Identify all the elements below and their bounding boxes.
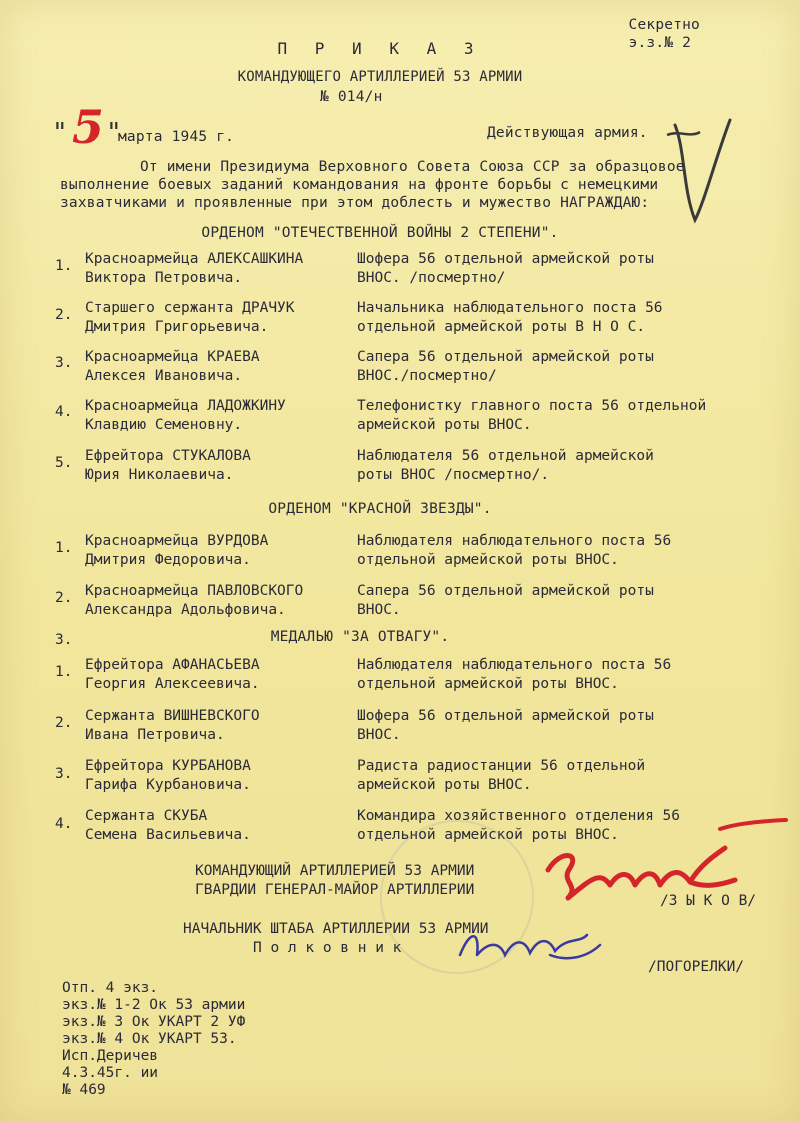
recipient-name xyxy=(85,757,251,795)
recipient-first-patronymic: Ивана Петровича. xyxy=(85,727,225,743)
blue-signature-icon xyxy=(455,925,605,970)
recipient-first-patronymic: Дмитрия Федоровича. xyxy=(85,552,251,568)
recipient-name xyxy=(85,299,295,337)
position-line-2: армейской роты ВНОС. xyxy=(357,417,532,433)
entry-number: 3. xyxy=(55,766,73,782)
entry-number: 2. xyxy=(55,307,73,323)
footer-line: экз.№ 4 Ок УКАРТ 53. xyxy=(62,1031,237,1047)
entry-number: 1. xyxy=(55,540,73,556)
chief-line-1: НАЧАЛЬНИК ШТАБА АРТИЛЛЕРИИ 53 АРМИИ xyxy=(183,921,489,937)
entry-number: 2. xyxy=(55,590,73,606)
recipient-first-patronymic: Гарифа Курбановича. xyxy=(85,777,251,793)
position-line-1: Радиста радиостанции 56 отдельной xyxy=(357,758,646,774)
position-line-2: ВНОС. /посмертно/ xyxy=(357,270,506,286)
position-line-1: Шофера 56 отдельной армейской роты xyxy=(357,708,654,724)
position-line-1: Наблюдателя 56 отдельной армейской xyxy=(357,448,654,464)
chief-name: /ПОГОРЕЛКИ/ xyxy=(648,959,745,975)
recipient-first-patronymic: Юрия Николаевича. xyxy=(85,467,234,483)
section-title-order-red-star: ОРДЕНОМ "КРАСНОЙ ЗВЕЗДЫ". xyxy=(268,501,492,517)
chief-of-staff-title xyxy=(183,920,489,958)
commander-line-1: КОМАНДУЮЩИЙ АРТИЛЛЕРИЕЙ 53 АРМИИ xyxy=(195,863,475,879)
position-line-1: Сапера 56 отдельной армейской роты xyxy=(357,349,654,365)
footer-line: № 469 xyxy=(62,1082,106,1098)
entry-number: 1. xyxy=(55,258,73,274)
distribution-footer xyxy=(62,980,245,1099)
quote-open: " xyxy=(52,118,68,148)
recipient-position xyxy=(357,397,706,435)
position-line-1: Шофера 56 отдельной армейской роты xyxy=(357,251,654,267)
recipient-rank-surname: Красноармейца ЛАДОЖКИНУ xyxy=(85,398,286,414)
entry-number: 3. xyxy=(55,355,73,371)
date-rest: марта 1945 г. xyxy=(118,129,235,145)
footer-line: Исп.Деричев xyxy=(62,1048,159,1064)
recipient-name xyxy=(85,532,268,570)
recipient-rank-surname: Красноармейца ПАВЛОВСКОГО xyxy=(85,583,304,599)
recipient-rank-surname: Красноармейца АЛЕКСАШКИНА xyxy=(85,251,304,267)
recipient-rank-surname: Сержанта СКУБА xyxy=(85,808,208,824)
position-line-1: Телефонистку главного поста 56 отдельной xyxy=(357,398,707,414)
position-line-2: роты ВНОС /посмертно/. xyxy=(357,467,550,483)
quote-close: " xyxy=(106,118,122,148)
recipient-name xyxy=(85,447,251,485)
recipient-name xyxy=(85,656,260,694)
recipient-first-patronymic: Дмитрия Григорьевича. xyxy=(85,319,269,335)
recipient-name xyxy=(85,582,303,620)
recipient-name xyxy=(85,707,260,745)
position-line-2: отдельной армейской роты В Н О С. xyxy=(357,319,646,335)
recipient-position xyxy=(357,656,671,694)
recipient-first-patronymic: Алексея Ивановича. xyxy=(85,368,243,384)
recipient-position xyxy=(357,582,654,620)
recipient-position xyxy=(357,250,654,288)
entry-number: 5. xyxy=(55,455,73,471)
recipient-name xyxy=(85,397,286,435)
position-line-2: ВНОС./посмертно/ xyxy=(357,368,497,384)
document-subtitle: КОМАНДУЮЩЕГО АРТИЛЛЕРИЕЙ 53 АРМИИ xyxy=(237,69,523,85)
recipient-name xyxy=(85,807,251,845)
recipient-position xyxy=(357,707,654,745)
recipient-name xyxy=(85,250,303,288)
entry-number: 4. xyxy=(55,816,73,832)
position-line-1: Начальника наблюдательного поста 56 xyxy=(357,300,663,316)
commander-title xyxy=(195,862,474,900)
recipient-first-patronymic: Виктора Петровича. xyxy=(85,270,243,286)
recipient-position xyxy=(357,447,654,485)
position-line-2: армейской роты ВНОС. xyxy=(357,777,532,793)
preamble-text: От имени Президиума Верховного Совета Союза ССР за образцовое выполнение боевых заданий командования на фронте борьбы с немецкими захватчиками и проявленные при этом доблесть и мужество НАГРАЖДАЮ: xyxy=(60,159,685,211)
position-line-2: ВНОС. xyxy=(357,602,401,618)
position-line-2: отдельной армейской роты ВНОС. xyxy=(357,552,619,568)
entry-number: 2. xyxy=(55,715,73,731)
position-line-1: Командира хозяйственного отделения 56 xyxy=(357,808,681,824)
section-title-medal-for-courage: МЕДАЛЬЮ "ЗА ОТВАГУ". xyxy=(270,629,450,645)
recipient-first-patronymic: Семена Васильевича. xyxy=(85,827,251,843)
commander-name: /З Ы К О В/ xyxy=(660,893,757,909)
location: Действующая армия. xyxy=(487,125,648,141)
red-pencil-mark-icon xyxy=(718,815,788,835)
recipient-position xyxy=(357,757,645,795)
date-day: 5 xyxy=(72,100,105,154)
footer-line: экз.№ 1-2 Ок 53 армии xyxy=(62,997,246,1013)
recipient-first-patronymic: Георгия Алексеевича. xyxy=(85,676,260,692)
footer-line: Отп. 4 экз. xyxy=(62,980,159,996)
recipient-rank-surname: Ефрейтора АФАНАСЬЕВА xyxy=(85,657,260,673)
position-line-1: Наблюдателя наблюдательного поста 56 xyxy=(357,533,672,549)
entry-number: 4. xyxy=(55,404,73,420)
recipient-rank-surname: Старшего сержанта ДРАЧУК xyxy=(85,300,295,316)
recipient-rank-surname: Сержанта ВИШНЕВСКОГО xyxy=(85,708,260,724)
order-number: № 014/н xyxy=(320,89,383,105)
recipient-rank-surname: Красноармейца КРАЕВА xyxy=(85,349,260,365)
stamp-line-2: э.з.№ 2 xyxy=(628,35,692,51)
section-prefix: 3. xyxy=(55,632,73,648)
document-title: П Р И К А З xyxy=(277,39,483,58)
position-line-2: отдельной армейской роты ВНОС. xyxy=(357,676,619,692)
recipient-position xyxy=(357,299,663,337)
recipient-position xyxy=(357,532,671,570)
chief-line-2: П о л к о в н и к xyxy=(253,940,402,956)
recipient-position xyxy=(357,348,654,386)
recipient-name xyxy=(85,348,260,386)
recipient-rank-surname: Ефрейтора КУРБАНОВА xyxy=(85,758,251,774)
commander-line-2: ГВАРДИИ ГЕНЕРАЛ-МАЙОР АРТИЛЛЕРИИ xyxy=(195,882,475,898)
position-line-1: Наблюдателя наблюдательного поста 56 xyxy=(357,657,672,673)
entry-number: 1. xyxy=(55,664,73,680)
position-line-1: Сапера 56 отдельной армейской роты xyxy=(357,583,654,599)
stamp-line-1: Секретно xyxy=(628,17,700,33)
section-title-order-patriotic-war: ОРДЕНОМ "ОТЕЧЕСТВЕННОЙ ВОЙНЫ 2 СТЕПЕНИ". xyxy=(201,225,559,241)
recipient-rank-surname: Ефрейтора СТУКАЛОВА xyxy=(85,448,251,464)
position-line-2: отдельной армейской роты ВНОС. xyxy=(357,827,619,843)
recipient-rank-surname: Красноармейца ВУРДОВА xyxy=(85,533,269,549)
footer-line: экз.№ 3 Ок УКАРТ 2 УФ xyxy=(62,1014,246,1030)
recipient-first-patronymic: Клавдию Семеновну. xyxy=(85,417,243,433)
footer-line: 4.3.45г. ии xyxy=(62,1065,159,1081)
recipient-first-patronymic: Александра Адольфовича. xyxy=(85,602,286,618)
position-line-2: ВНОС. xyxy=(357,727,401,743)
